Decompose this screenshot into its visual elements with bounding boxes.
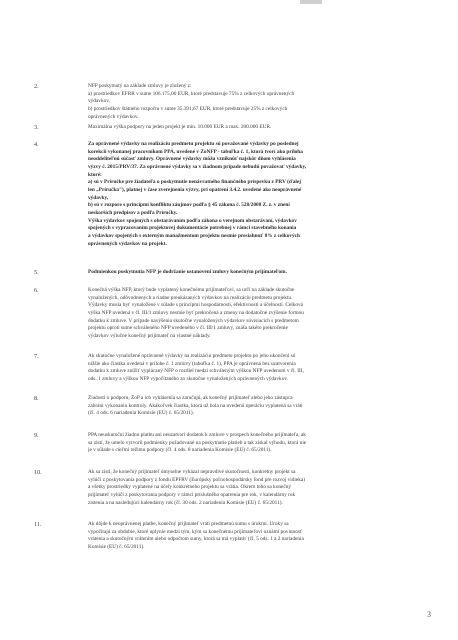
- text-line: nižšie ako čiastka uvedená v prílohe č. 1 zmluvy (tabuľka č. 1), PPA je oprávnená bez uzatvorenia: [88, 360, 296, 367]
- text-line: Konečná výška NFP, ktorý bude vyplatený konečnému prijímateľovi, sa určí na základe skutočne: [88, 287, 295, 293]
- paragraph-text: [88, 395, 410, 418]
- text-line: Výdavky musia byť vynaložené v súlade s princípmi hospodárnosti, efektívnosti a účelnosti. Celková: [88, 302, 303, 309]
- text-line: Podmienkou poskytnutia NFP je dodržanie ustanovení zmluvy konečným prijímateľom.: [88, 269, 287, 275]
- paragraph-text: [88, 269, 410, 277]
- text-line: len „Príručka"), platnej v čase zverejnenia výzvy, pri opatrení 3.4.2. uvedené ako neoprávnené: [88, 186, 302, 193]
- paragraph-text: [88, 521, 410, 552]
- paragraph-text: [88, 469, 410, 507]
- staple-mark: [300, 0, 322, 4]
- text-line: PPA neuskutoční žiadnu platbu ani neuzatvorí dodatok k zmluve v prospech konečného prijímateľa, ak: [88, 432, 306, 438]
- text-line: výdavkov,: [88, 98, 110, 105]
- text-line: zabráni vykonaniu kontroly. Akákoľvek čiastka, ktorá už bola na uvedenú operáciu vyplatená sa vráti: [88, 402, 303, 409]
- paragraph-text: [88, 287, 410, 341]
- paragraph-number: 8.: [34, 395, 39, 402]
- text-line: b) prostriedkov štátneho rozpočtu v sume 35.391,67 EUR, ktoré predstavuje 25% z celkových: [88, 105, 288, 112]
- text-line: výška NFP uvedená v čl. III/1 zmluvy nesmie byť prekročená a zmeny na dodatočné zvýšenie formou: [88, 309, 304, 316]
- paragraph-number: 11.: [34, 521, 42, 528]
- text-line: dodatku k zmluve znížiť vyplácaný NFP o rozdiel medzi schváleným výškou NFP uvedenom v čl. III,: [88, 368, 304, 375]
- text-line: vynaložených, odôvodnených a riadne preukázaných výdavkov na realizáciu predmetu projektu.: [88, 294, 293, 301]
- text-line: prijímateľ vylúči z poskytovania podpory v rámci príslušného opatrenia pre rok, v kalendárny rok: [88, 491, 296, 498]
- text-line: výdavkov výlučne konečný prijímateľ na vlastné náklady.: [88, 332, 211, 339]
- paragraph-text: [88, 353, 410, 384]
- text-line: je v súlade s cieľmi režimu podpory (čl. 4 ods. 8 nariadenia Komisie (EÚ) č. 65/2011).: [88, 447, 272, 454]
- text-line: Výška výdavkov spojených s obstarávaním podľa zákona o verejnom obstarávaní, výdavkov: [88, 217, 297, 224]
- page-number: 3: [427, 610, 431, 619]
- text-line: a) sú v Príručke pre žiadateľa o poskytnutie nenávratného finančného príspevku z PRV (ďalej: [88, 179, 302, 186]
- text-line: Ak sa zistí, že konečný prijímateľ úmyselne vykázal nepravdivé skutočnosti, konkrétny projekt sa: [88, 469, 296, 475]
- paragraph-text: [88, 432, 410, 455]
- paragraph-text: [88, 141, 410, 248]
- text-line: sa zistí, že umelo vytvoril podmienky požadované na poskytnutie platieb a tak získal výhodu, ktorá nie: [88, 439, 307, 446]
- paragraph-number: 4.: [34, 141, 39, 148]
- paragraph-number: 9.: [34, 432, 39, 439]
- text-line: projektu oproti sume schváleného NFP uvedeného v čl. III/1 zmluvy, znáša takéto prekročenie: [88, 325, 288, 332]
- paragraph-number: 2.: [34, 83, 39, 90]
- paragraph-number: 3.: [34, 124, 39, 131]
- text-line: a výdavkov spojených s externým manažmentom projektu nesmie presiahnuť 8% z celkových: [88, 232, 300, 239]
- paragraph-text: [88, 83, 410, 121]
- paragraph-number: 6.: [34, 287, 39, 294]
- text-line: oprávnených výdavkov.: [88, 113, 139, 120]
- text-line: oprávnených výdavkov na projekt.: [88, 240, 167, 247]
- text-line: dodatku k zmluve. V prípade navýšenia skutočne vynaložených výdavkov súvisiacich s predmetom: [88, 317, 299, 324]
- text-line: korekcii vykonanej pracovníkom PPA, uvedené v ŽoNFP - tabuľka č. 1, ktorá tvorí ako príloha: [88, 148, 303, 155]
- paragraph-number: 7.: [34, 353, 39, 360]
- text-line: ods. 1 zmluvy a výškou NFP vypočítaného zo skutočne vynaložených oprávnených výdavkov.: [88, 375, 288, 382]
- text-line: b) sú v rozpore s princípmi konfliktu záujmov podľa § 45 zákona č. 528/2008 Z. z. v znení: [88, 202, 290, 209]
- text-line: a) prostriedkov EFRR v sume 106.175,00 EUR, ktoré predstavuje 75% z celkových oprávnených: [88, 90, 295, 97]
- text-line: a všetky prostriedky vyplatené na účely konkrétneho projektu sa vrátia. Okrem toho sa konečný: [88, 484, 291, 491]
- text-line: neskorších predpisov a podľa Príručky.: [88, 209, 178, 216]
- text-line: výzvy č. 2015/PRV/37. Za oprávnené výdavky sa v žiadnom prípade nebudú považovať výdavky,: [88, 163, 307, 170]
- text-line: Ak dôjde k neoprávnenej platbe, konečný prijímateľ vráti predmetnú sumu s úrokmi. Úroky sa: [88, 521, 289, 527]
- text-line: Žiadosti o podporu, ŽoP a ich vyhlásenia sa zaručujú, ak konečný prijímateľ alebo jeho zástupca: [88, 395, 293, 401]
- paragraph-number: 5.: [34, 269, 39, 276]
- text-line: vypočítajú za obdobie, ktoré uplynie medzi tým, kým sa konečnému prijímateľovi oznámi povinnosť: [88, 528, 303, 535]
- text-line: ktoré:: [88, 171, 102, 178]
- paragraph-number: 10.: [34, 469, 42, 476]
- text-line: NFP poskytnutý na základe zmluvy je zložený z:: [88, 83, 192, 89]
- text-line: Za oprávnené výdavky na realizáciu predmetu projektu sú považované výdavky po poslednej: [88, 141, 299, 147]
- text-line: neoddeliteľnú súčasť zmluvy. Oprávnené výdavky môžu vzniknúť najskôr dňom vyhlásenia: [88, 156, 296, 163]
- text-line: Komisie (EÚ) č. 65/2011).: [88, 543, 145, 550]
- paragraph-text: [88, 124, 410, 132]
- text-line: Maximálna výška podpory na jeden projekt je min. 10.000 EUR a max. 200.000 EUR.: [88, 124, 272, 130]
- text-line: vrátenia a skutočným vrátením alebo odpočtom sumy, ktorá sa má vyplatiť (čl. 5 ods. 1 a 2 nariadenia: [88, 536, 304, 543]
- text-line: Ak skutočne vynaložené oprávnené výdavky na realizáciu predmetu projektu po jeho ukončení sú: [88, 353, 296, 359]
- text-line: vylúči z poskytovania podpory z fondu EPFRV (Európsky poľnohospodársky fond pre rozvoj vidieka): [88, 476, 306, 483]
- text-line: spojených s vypracovaním projektovej dokumentácie potrebnej v rámci stavebného konania: [88, 225, 297, 232]
- text-line: výdavky,: [88, 194, 109, 201]
- text-line: (čl. 4 ods. 6 nariadenia Komisie (EÚ) č. 65/2011).: [88, 410, 195, 417]
- scan-top-edge: [0, 0, 458, 6]
- text-line: zistenia a na nasledujúci kalendárny rok (čl. 30 ods. 2 nariadenia Komisie (EÚ) č. 65/2011).: [88, 499, 283, 506]
